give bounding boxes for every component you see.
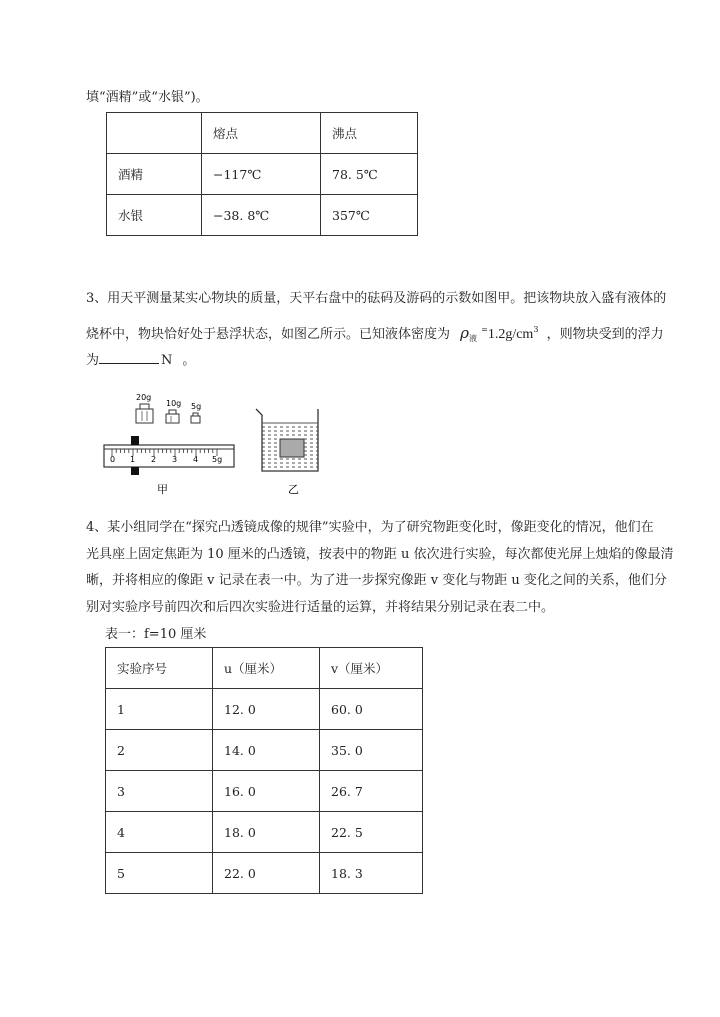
table-cell: 26. 7 xyxy=(320,771,423,812)
table-row xyxy=(106,771,423,812)
density-formula xyxy=(460,324,542,343)
table-header-row xyxy=(106,648,423,689)
table-cell: 4 xyxy=(106,812,213,853)
scale-label: 2 xyxy=(151,455,157,464)
rider-marker-top xyxy=(131,436,139,445)
rider-marker-bottom xyxy=(131,467,139,475)
q3-line-2-text: 烧杯中，物块恰好处于悬浮状态，如图乙所示。已知液体密度为 xyxy=(86,327,451,342)
weight-5g-label: 5g xyxy=(191,402,202,411)
q4-line: 晰，并将相应的像距 v 记录在表一中。为了进一步探究像距 v 变化与物距 u 变化之间的关系，他们分 xyxy=(86,573,667,588)
weight-20g-label: 20g xyxy=(136,393,152,402)
table-cell: 3 xyxy=(106,771,213,812)
weight-5g xyxy=(191,402,201,423)
table-row xyxy=(106,689,423,730)
q3-line-2-tail: ，则物块受到的浮力 xyxy=(546,327,664,342)
q3-line-3-text: 为 xyxy=(86,353,100,368)
table-cell: −38. 8℃ xyxy=(202,195,321,236)
scale-label: 0 xyxy=(110,455,116,464)
table-cell: 12. 0 xyxy=(213,689,320,730)
table-row xyxy=(106,853,423,894)
table-cell: 22. 0 xyxy=(213,853,320,894)
beaker xyxy=(256,409,318,471)
scale-label: 1 xyxy=(130,455,136,464)
table-cell: 18. 3 xyxy=(320,853,423,894)
melting-boiling-table xyxy=(106,112,418,236)
q4-paragraph xyxy=(86,515,673,621)
table-caption: 表一：f=10 厘米 xyxy=(105,627,207,642)
table-cell: 18. 0 xyxy=(213,812,320,853)
q3-line-2 xyxy=(86,320,664,349)
rho-subscript: 液 xyxy=(468,334,477,343)
table-header-cell: u（厘米） xyxy=(213,648,320,689)
q4-line: 光具座上固定焦距为 10 厘米的凸透镜，按表中的物距 u 依次进行实验，每次都使光屏上烛焰的像最清 xyxy=(86,546,674,562)
weight-10g-label: 10g xyxy=(166,399,182,408)
scale-label: 3 xyxy=(172,455,178,464)
q3-line-1: 3、用天平测量某实心物块的质量，天平右盘中的砝码及游码的示数如图甲。把该物块放入盛有液体的 xyxy=(86,291,667,306)
q4-line: 4、某小组同学在“探究凸透镜成像的规律”实验中，为了研究物距变化时，像距变化的情况，他们在 xyxy=(86,520,654,535)
experiment-table xyxy=(105,647,423,894)
table-header-row xyxy=(107,113,418,154)
table-cell: 2 xyxy=(106,730,213,771)
table-cell: 60. 0 xyxy=(320,689,423,730)
figure-label-yi: 乙 xyxy=(288,483,299,496)
table-cell: 酒精 xyxy=(107,154,202,195)
table-cell: −117℃ xyxy=(202,154,321,195)
table-row xyxy=(107,154,418,195)
intro-line: 填“酒精”或“水银”)。 xyxy=(86,90,209,105)
table-cell: 水银 xyxy=(107,195,202,236)
equals-mark: = xyxy=(481,325,488,334)
rider-scale xyxy=(104,436,234,475)
density-exponent: 3 xyxy=(533,325,539,334)
table-row xyxy=(107,195,418,236)
table-cell: 35. 0 xyxy=(320,730,423,771)
table-header-cell: 实验序号 xyxy=(106,648,213,689)
answer-blank[interactable] xyxy=(99,350,159,364)
weight-10g xyxy=(166,399,181,423)
answer-unit: N xyxy=(161,353,173,368)
table-header-cell: 熔点 xyxy=(202,113,321,154)
table-cell: 78. 5℃ xyxy=(321,154,418,195)
density-value: 1.2g/cm xyxy=(487,327,534,342)
weight-20g xyxy=(136,393,153,423)
table-cell: 14. 0 xyxy=(213,730,320,771)
figure-label-jia: 甲 xyxy=(157,483,168,496)
table-cell: 22. 5 xyxy=(320,812,423,853)
table-header-cell xyxy=(107,113,202,154)
answer-period: 。 xyxy=(182,353,196,368)
balance-and-beaker-figure xyxy=(100,385,360,500)
table-cell: 357℃ xyxy=(321,195,418,236)
scale-label: 5g xyxy=(212,455,223,464)
table-row xyxy=(106,730,423,771)
table-header-cell: 沸点 xyxy=(321,113,418,154)
table-row xyxy=(106,812,423,853)
table-cell: 1 xyxy=(106,689,213,730)
rho-symbol: ρ xyxy=(460,324,469,342)
table-cell: 16. 0 xyxy=(213,771,320,812)
q4-line: 别对实验序号前四次和后四次实验进行适量的运算，并将结果分别记录在表二中。 xyxy=(86,599,555,615)
q3-line-3 xyxy=(86,350,195,371)
table-cell: 5 xyxy=(106,853,213,894)
floating-block xyxy=(280,439,304,457)
table-header-cell: v（厘米） xyxy=(320,648,423,689)
scale-label: 4 xyxy=(193,455,199,464)
